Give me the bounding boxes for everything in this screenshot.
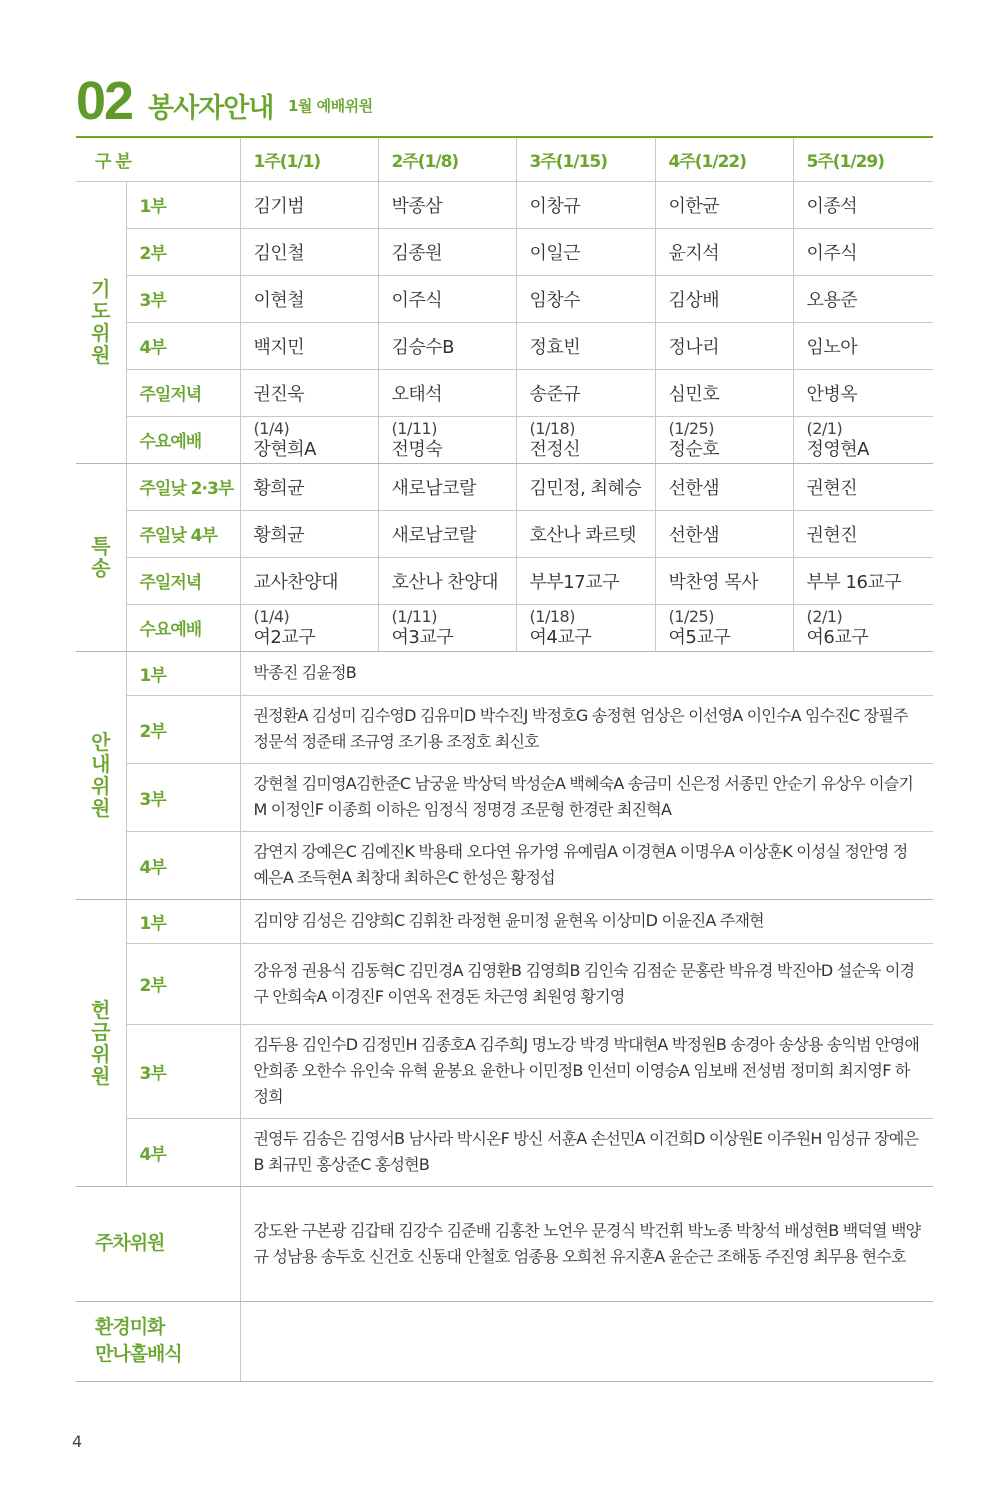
table-cell: 송준규 (516, 369, 655, 416)
section-title: 봉사자안내 (148, 93, 274, 124)
table-row (76, 943, 933, 1024)
member-list: 강유정 권용식 김동혁C 김민경A 김영환B 김영희B 김인숙 김점순 문홍란 박유경 박진아D 설순욱 이경구 안희숙A 이경진F 이연옥 전경돈 차근영 최원영 황기영 (240, 943, 933, 1024)
table-cell: (1/4) 장현희A (240, 416, 378, 463)
table-cell: 부부17교구 (516, 557, 655, 604)
row-label: 1부 (126, 181, 240, 228)
category-header: 구 분 (76, 138, 240, 181)
table-cell: (1/18) 전정신 (516, 416, 655, 463)
table-cell: 심민호 (655, 369, 793, 416)
table-cell: 임창수 (516, 275, 655, 322)
week-header: 1주(1/1) (240, 138, 378, 181)
table-cell: (1/11) 여3교구 (378, 604, 516, 651)
table-cell: 선한샘 (655, 510, 793, 557)
table-row (76, 1186, 933, 1301)
member-list: 김두용 김인수D 김정민H 김종호A 김주희J 명노강 박경 박대현A 박정원B 송경아 송상용 송익범 안영애 안희종 오한수 유인숙 유혁 윤봉요 윤한나 이민정B 인선미 이영승A 임보배 전성범 정미희 최지영F 하정희 (240, 1024, 933, 1118)
member-list (240, 1301, 933, 1381)
table-cell: (2/1) 정영현A (793, 416, 933, 463)
table-cell: 김종원 (378, 228, 516, 275)
table-cell: 김승수B (378, 322, 516, 369)
table-row (76, 322, 933, 369)
table-cell: 김상배 (655, 275, 793, 322)
row-label: 주일낮 4부 (126, 510, 240, 557)
row-label: 주일저녁 (126, 557, 240, 604)
member-list: 강도완 구본광 김갑태 김강수 김준배 김홍찬 노언우 문경식 박건휘 박노종 박창석 배성현B 백덕열 백양규 성남용 송두호 신건호 신동대 안철호 엄종용 오희천 유지훈A 윤순근 조해동 주진영 최무용 현수호 (240, 1186, 933, 1301)
row-label: 2부 (126, 943, 240, 1024)
week-header: 2주(1/8) (378, 138, 516, 181)
table-cell: 권진욱 (240, 369, 378, 416)
row-label: 2부 (126, 695, 240, 763)
table-cell: 오용준 (793, 275, 933, 322)
table-row (76, 1118, 933, 1186)
page-number: 4 (72, 1432, 83, 1451)
table-cell: 정효빈 (516, 322, 655, 369)
table-row (76, 369, 933, 416)
table-row (76, 651, 933, 695)
row-label: 1부 (126, 899, 240, 943)
table-cell: 이한균 (655, 181, 793, 228)
table-cell: (2/1) 여6교구 (793, 604, 933, 651)
week-header: 4주(1/22) (655, 138, 793, 181)
table-row (76, 181, 933, 228)
group-label-guide: 안내위원 (76, 651, 126, 899)
group-label-parking: 주차위원 (76, 1186, 240, 1301)
table-header-row (76, 138, 933, 181)
table-row (76, 604, 933, 651)
row-label: 4부 (126, 1118, 240, 1186)
table-cell: 교사찬양대 (240, 557, 378, 604)
table-cell: 이일근 (516, 228, 655, 275)
section-number: 02 (76, 71, 133, 131)
table-cell: 김민정, 최혜승 (516, 463, 655, 510)
member-list: 권정환A 김성미 김수영D 김유미D 박수진J 박정호G 송정현 엄상은 이선영A 이인수A 임수진C 장필주 정문석 정준태 조규영 조기용 조정호 최신호 (240, 695, 933, 763)
env-label-line1: 환경미화 (95, 1316, 165, 1338)
table-cell: 김인철 (240, 228, 378, 275)
table-cell: (1/4) 여2교구 (240, 604, 378, 651)
table-cell: 선한샘 (655, 463, 793, 510)
row-label: 4부 (126, 831, 240, 899)
table-cell: 윤지석 (655, 228, 793, 275)
section-subtitle: 1월 예배위원 (288, 97, 373, 115)
row-label: 2부 (126, 228, 240, 275)
table-cell: 권현진 (793, 463, 933, 510)
table-row (76, 510, 933, 557)
table-cell: 황희균 (240, 463, 378, 510)
table-row (76, 463, 933, 510)
table-cell: 김기범 (240, 181, 378, 228)
table-row (76, 1301, 933, 1381)
group-label-offering: 헌금위원 (76, 899, 126, 1186)
table-row (76, 695, 933, 763)
table-row (76, 557, 933, 604)
row-label: 3부 (126, 1024, 240, 1118)
table-cell: (1/11) 전명숙 (378, 416, 516, 463)
member-list: 감연지 강예은C 김예진K 박용태 오다연 유가영 유예림A 이경현A 이명우A 이상훈K 이성실 정안영 정예은A 조득현A 최창대 최하은C 한성은 황정섭 (240, 831, 933, 899)
week-header: 5주(1/29) (793, 138, 933, 181)
row-label: 1부 (126, 651, 240, 695)
member-list: 김미양 김성은 김양희C 김휘찬 라정현 윤미정 윤현옥 이상미D 이윤진A 주재현 (240, 899, 933, 943)
table-cell: 안병옥 (793, 369, 933, 416)
table-cell: (1/25) 여5교구 (655, 604, 793, 651)
table-row (76, 763, 933, 831)
table-cell: 새로남코랄 (378, 463, 516, 510)
table-cell: 오태석 (378, 369, 516, 416)
table-cell: 권현진 (793, 510, 933, 557)
table-cell: 부부 16교구 (793, 557, 933, 604)
table-row (76, 228, 933, 275)
table-row (76, 275, 933, 322)
table-cell: 정나리 (655, 322, 793, 369)
row-label: 3부 (126, 275, 240, 322)
member-list: 권영두 김송은 김영서B 남사라 박시온F 방신 서훈A 손선민A 이건희D 이상원E 이주원H 임성규 장예은B 최규민 홍상준C 홍성현B (240, 1118, 933, 1186)
group-label-environment (76, 1301, 240, 1381)
table-cell: 이현철 (240, 275, 378, 322)
table-cell: 박찬영 목사 (655, 557, 793, 604)
table-cell: 박종삼 (378, 181, 516, 228)
row-label: 수요예배 (126, 416, 240, 463)
row-label: 3부 (126, 763, 240, 831)
table-cell: 임노아 (793, 322, 933, 369)
member-list: 강현철 김미영A김한준C 남궁윤 박상덕 박성순A 백혜숙A 송금미 신은정 서종민 안순기 유상우 이슬기M 이정인F 이종희 이하은 임정식 정명경 조문형 한경란 최진혁A (240, 763, 933, 831)
table-cell: 호산나 찬양대 (378, 557, 516, 604)
table-cell: 백지민 (240, 322, 378, 369)
table-row (76, 1024, 933, 1118)
table-cell: 호산나 콰르텟 (516, 510, 655, 557)
row-label: 주일저녁 (126, 369, 240, 416)
table-cell: 이창규 (516, 181, 655, 228)
row-label: 4부 (126, 322, 240, 369)
table-row (76, 899, 933, 943)
table-cell: 황희균 (240, 510, 378, 557)
volunteer-schedule-table (76, 138, 933, 1382)
env-label-line2: 만나홀배식 (95, 1343, 182, 1365)
table-row (76, 831, 933, 899)
table-cell: 이종석 (793, 181, 933, 228)
week-header: 3주(1/15) (516, 138, 655, 181)
row-label: 주일낮 2·3부 (126, 463, 240, 510)
table-cell: (1/18) 여4교구 (516, 604, 655, 651)
row-label: 수요예배 (126, 604, 240, 651)
table-row (76, 416, 933, 463)
page-header (76, 70, 933, 132)
group-label-prayer: 기도위원 (76, 181, 126, 463)
table-cell: (1/25) 정순호 (655, 416, 793, 463)
table-cell: 새로남코랄 (378, 510, 516, 557)
member-list: 박종진 김윤정B (240, 651, 933, 695)
group-label-special: 특송 (76, 463, 126, 651)
table-cell: 이주식 (378, 275, 516, 322)
table-cell: 이주식 (793, 228, 933, 275)
